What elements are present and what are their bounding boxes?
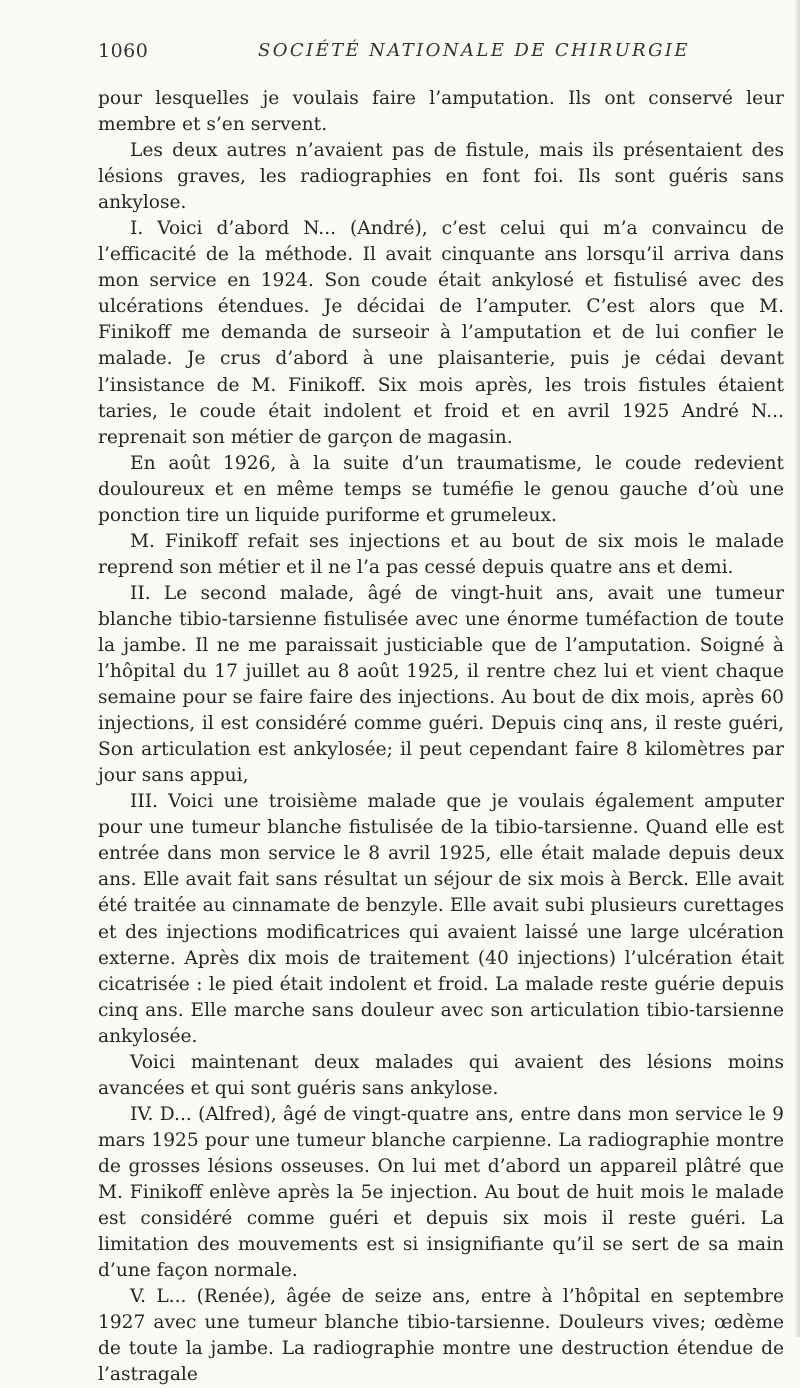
- page-edge-shadow: [794, 0, 800, 1337]
- running-title: SOCIÉTÉ NATIONALE DE CHIRURGIE: [258, 40, 690, 61]
- paragraph-case-1: I. Voici d’abord N... (André), c’est celui qui m’a convaincu de l’efficacité de la méthode. Il avait cinquante ans lorsqu’il arriva dans mon service en 1924. Son coude était ankylosé et fistulisé avec des ulcérations étendues. Je décidai de l’amputer. C’est alors que M. Finikoff me demanda de surseoir à l’amputation et de lui confier le malade. Je crus d’abord à une plaisanterie, puis je cédai devant l’insistance de M. Finikoff. Six mois après, les trois fistules étaient taries, le coude était indolent et froid et en avril 1925 André N... reprenait son métier de garçon de magasin.: [98, 218, 784, 448]
- paragraph: En août 1926, à la suite d’un traumatisme, le coude redevient douloureux et en même temps se tuméfie le genou gauche d’où une ponction tire un liquide puriforme et grumeleux.: [98, 452, 784, 526]
- paragraph: M. Finikoff refait ses injections et au bout de six mois le malade reprend son métier et il ne l’a pas cessé depuis quatre ans et demi.: [98, 530, 784, 578]
- paragraph-case-5: V. L... (Renée), âgée de seize ans, entre à l’hôpital en septembre 1927 avec une tumeur blanche tibio-tarsienne. Douleurs vives; œdème de toute la jambe. La radiographie montre une destruction étendue de l’astragale: [98, 1286, 784, 1386]
- paragraph: Voici maintenant deux malades qui avaient des lésions moins avancées et qui sont guéris sans ankylose.: [98, 1051, 784, 1099]
- paragraph-case-4: IV. D... (Alfred), âgé de vingt-quatre ans, entre dans mon service le 9 mars 1925 pour une tumeur blanche carpienne. La radiographie montre de grosses lésions osseuses. On lui met d’abord un appareil plâtré que M. Finikoff enlève après la 5e injection. Au bout de huit mois le malade est considéré comme guéri et depuis six mois il reste guéri. La limitation des mouvements est si insignifiante qu’il se sert de sa main d’une façon normale.: [98, 1103, 784, 1282]
- paragraph-case-2: II. Le second malade, âgé de vingt-huit ans, avait une tumeur blanche tibio-tarsienne fistulisée avec une énorme tuméfaction de toute la jambe. Il ne me paraissait justiciable que de l’amputation. Soigné à l’hôpital du 17 juillet au 8 août 1925, il rentre chez lui et vient chaque semaine pour se faire faire des injections. Au bout de dix mois, après 60 injections, il est considéré comme guéri. Depuis cinq ans, il reste guéri, Son articulation est ankylosée; il peut cependant faire 8 kilomètres par jour sans appui,: [98, 582, 784, 787]
- paragraph: pour lesquelles je voulais faire l’amputation. Ils ont conservé leur membre et s’en servent.: [98, 88, 784, 136]
- paragraph-case-3: III. Voici une troisième malade que je voulais également amputer pour une tumeur blanche fistulisée de la tibio-tarsienne. Quand elle est entrée dans mon service le 8 avril 1925, elle était malade depuis deux ans. Elle avait fait sans résultat un séjour de six mois à Berck. Elle avait été traitée au cinnamate de benzyle. Elle avait subi plusieurs curettages et des injections modificatrices qui avaient laissé une large ulcération externe. Après dix mois de traitement (40 injections) l’ulcération était cicatrisée : le pied était indolent et froid. La malade reste guérie depuis cinq ans. Elle marche sans douleur avec son articulation tibio-tarsienne ankylosée.: [98, 791, 784, 1047]
- body-text: [98, 86, 784, 1388]
- running-header: [98, 40, 782, 68]
- paragraph: Les deux autres n’avaient pas de fistule, mais ils présentaient des lésions graves, les radiographies en font foi. Ils sont guéris sans ankylose.: [98, 140, 784, 214]
- page-number: 1060: [98, 40, 149, 62]
